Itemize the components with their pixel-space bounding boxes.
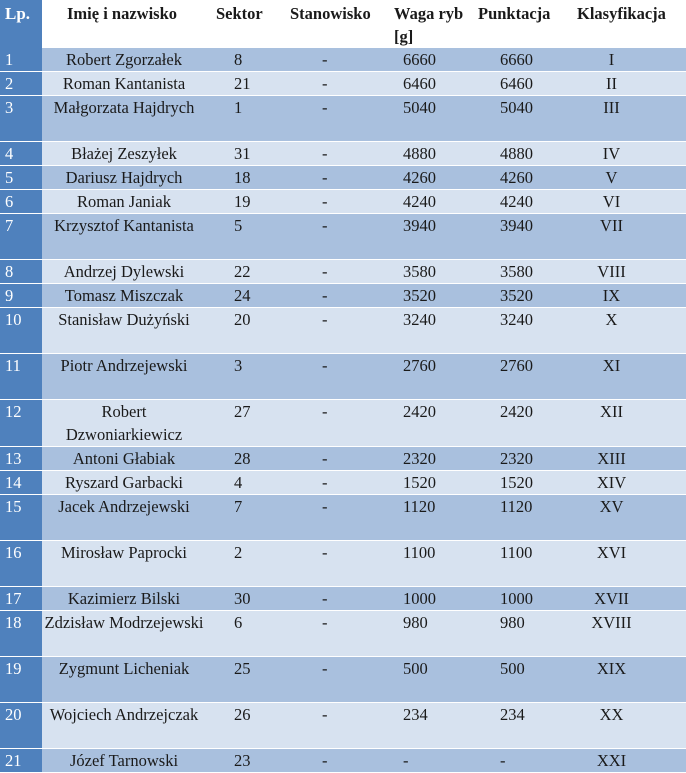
cell-name: Robert Dzwoniarkiewicz <box>42 400 212 447</box>
cell-name: Kazimierz Bilski <box>42 587 212 611</box>
cell-klasyfikacja: XX <box>573 703 686 749</box>
cell-waga: 500 <box>387 657 474 703</box>
cell-lp: 1 <box>0 48 42 72</box>
cell-klasyfikacja: XXI <box>573 749 686 773</box>
cell-sektor: 5 <box>212 214 278 260</box>
cell-waga: 1520 <box>387 471 474 495</box>
cell-klasyfikacja: IV <box>573 142 686 166</box>
cell-name: Jacek Andrzejewski <box>42 495 212 541</box>
cell-waga: 3520 <box>387 284 474 308</box>
cell-stanowisko: - <box>278 541 387 587</box>
cell-lp: 16 <box>0 541 42 587</box>
cell-sektor: 28 <box>212 447 278 471</box>
cell-punktacja: 4260 <box>474 166 573 190</box>
cell-klasyfikacja: II <box>573 72 686 96</box>
cell-stanowisko: - <box>278 72 387 96</box>
cell-lp: 18 <box>0 611 42 657</box>
cell-klasyfikacja: XVII <box>573 587 686 611</box>
cell-klasyfikacja: I <box>573 48 686 72</box>
table-row <box>0 48 686 72</box>
cell-sektor: 2 <box>212 541 278 587</box>
table-row <box>0 284 686 308</box>
cell-punktacja: 2320 <box>474 447 573 471</box>
header-punktacja: Punktacja <box>474 0 573 48</box>
cell-name: Tomasz Miszczak <box>42 284 212 308</box>
cell-punktacja: 3240 <box>474 308 573 354</box>
header-name: Imię i nazwisko <box>42 0 212 48</box>
header-row <box>0 0 686 48</box>
cell-klasyfikacja: X <box>573 308 686 354</box>
cell-sektor: 8 <box>212 48 278 72</box>
cell-waga: 4880 <box>387 142 474 166</box>
table-row <box>0 72 686 96</box>
cell-punktacja: 234 <box>474 703 573 749</box>
table-row <box>0 495 686 541</box>
cell-sektor: 6 <box>212 611 278 657</box>
cell-waga: 6660 <box>387 48 474 72</box>
cell-punktacja: 1100 <box>474 541 573 587</box>
cell-punktacja: 500 <box>474 657 573 703</box>
cell-stanowisko: - <box>278 657 387 703</box>
cell-punktacja: 980 <box>474 611 573 657</box>
cell-name: Krzysztof Kantanista <box>42 214 212 260</box>
table-row <box>0 214 686 260</box>
cell-name: Zygmunt Licheniak <box>42 657 212 703</box>
cell-waga: - <box>387 749 474 773</box>
cell-punktacja: - <box>474 749 573 773</box>
cell-waga: 3940 <box>387 214 474 260</box>
cell-punktacja: 2760 <box>474 354 573 400</box>
table-row <box>0 749 686 773</box>
cell-waga: 4240 <box>387 190 474 214</box>
table-row <box>0 657 686 703</box>
cell-klasyfikacja: VIII <box>573 260 686 284</box>
cell-stanowisko: - <box>278 96 387 142</box>
cell-name: Zdzisław Modrzejewski <box>42 611 212 657</box>
cell-lp: 5 <box>0 166 42 190</box>
header-sektor: Sektor <box>212 0 278 48</box>
cell-klasyfikacja: XIX <box>573 657 686 703</box>
cell-stanowisko: - <box>278 354 387 400</box>
cell-stanowisko: - <box>278 166 387 190</box>
cell-sektor: 7 <box>212 495 278 541</box>
table-row <box>0 260 686 284</box>
table-row <box>0 96 686 142</box>
header-waga: Waga ryb [g] <box>387 0 474 48</box>
cell-stanowisko: - <box>278 142 387 166</box>
cell-name: Andrzej Dylewski <box>42 260 212 284</box>
cell-lp: 7 <box>0 214 42 260</box>
cell-sektor: 27 <box>212 400 278 447</box>
cell-klasyfikacja: VII <box>573 214 686 260</box>
cell-punktacja: 6460 <box>474 72 573 96</box>
cell-sektor: 30 <box>212 587 278 611</box>
cell-punktacja: 4880 <box>474 142 573 166</box>
cell-name: Wojciech Andrzejczak <box>42 703 212 749</box>
table-row <box>0 587 686 611</box>
header-lp: Lp. <box>0 0 42 48</box>
cell-stanowisko: - <box>278 447 387 471</box>
cell-waga: 3240 <box>387 308 474 354</box>
cell-waga: 4260 <box>387 166 474 190</box>
cell-name: Roman Kantanista <box>42 72 212 96</box>
cell-lp: 13 <box>0 447 42 471</box>
header-klasyfikacja: Klasyfikacja <box>573 0 686 48</box>
cell-lp: 11 <box>0 354 42 400</box>
cell-punktacja: 1000 <box>474 587 573 611</box>
cell-lp: 20 <box>0 703 42 749</box>
cell-waga: 1000 <box>387 587 474 611</box>
cell-klasyfikacja: V <box>573 166 686 190</box>
cell-punktacja: 1520 <box>474 471 573 495</box>
cell-punktacja: 3940 <box>474 214 573 260</box>
cell-klasyfikacja: VI <box>573 190 686 214</box>
cell-waga: 2320 <box>387 447 474 471</box>
cell-lp: 19 <box>0 657 42 703</box>
cell-lp: 21 <box>0 749 42 773</box>
cell-name: Antoni Głabiak <box>42 447 212 471</box>
cell-sektor: 4 <box>212 471 278 495</box>
cell-name: Błażej Zeszyłek <box>42 142 212 166</box>
cell-klasyfikacja: XV <box>573 495 686 541</box>
cell-waga: 1120 <box>387 495 474 541</box>
cell-waga: 5040 <box>387 96 474 142</box>
cell-waga: 2760 <box>387 354 474 400</box>
cell-klasyfikacja: XVIII <box>573 611 686 657</box>
cell-klasyfikacja: IX <box>573 284 686 308</box>
cell-name: Robert Zgorzałek <box>42 48 212 72</box>
cell-name: Ryszard Garbacki <box>42 471 212 495</box>
cell-stanowisko: - <box>278 260 387 284</box>
cell-lp: 2 <box>0 72 42 96</box>
cell-lp: 12 <box>0 400 42 447</box>
cell-stanowisko: - <box>278 495 387 541</box>
cell-klasyfikacja: XIII <box>573 447 686 471</box>
cell-waga: 6460 <box>387 72 474 96</box>
table-row <box>0 166 686 190</box>
cell-lp: 3 <box>0 96 42 142</box>
cell-sektor: 19 <box>212 190 278 214</box>
cell-sektor: 21 <box>212 72 278 96</box>
cell-name: Piotr Andrzejewski <box>42 354 212 400</box>
cell-sektor: 25 <box>212 657 278 703</box>
cell-lp: 4 <box>0 142 42 166</box>
table-row <box>0 400 686 447</box>
cell-sektor: 20 <box>212 308 278 354</box>
cell-waga: 980 <box>387 611 474 657</box>
cell-stanowisko: - <box>278 749 387 773</box>
cell-name: Stanisław Dużyński <box>42 308 212 354</box>
cell-sektor: 26 <box>212 703 278 749</box>
cell-stanowisko: - <box>278 611 387 657</box>
cell-sektor: 31 <box>212 142 278 166</box>
cell-stanowisko: - <box>278 587 387 611</box>
cell-sektor: 23 <box>212 749 278 773</box>
cell-lp: 10 <box>0 308 42 354</box>
cell-stanowisko: - <box>278 214 387 260</box>
cell-name: Roman Janiak <box>42 190 212 214</box>
cell-lp: 15 <box>0 495 42 541</box>
cell-punktacja: 1120 <box>474 495 573 541</box>
cell-sektor: 24 <box>212 284 278 308</box>
cell-sektor: 22 <box>212 260 278 284</box>
cell-stanowisko: - <box>278 48 387 72</box>
cell-lp: 14 <box>0 471 42 495</box>
cell-klasyfikacja: XIV <box>573 471 686 495</box>
cell-klasyfikacja: XVI <box>573 541 686 587</box>
table-row <box>0 308 686 354</box>
cell-lp: 8 <box>0 260 42 284</box>
cell-sektor: 18 <box>212 166 278 190</box>
cell-stanowisko: - <box>278 190 387 214</box>
table-row <box>0 190 686 214</box>
cell-waga: 3580 <box>387 260 474 284</box>
cell-lp: 6 <box>0 190 42 214</box>
cell-lp: 9 <box>0 284 42 308</box>
cell-punktacja: 2420 <box>474 400 573 447</box>
cell-punktacja: 3520 <box>474 284 573 308</box>
cell-name: Józef Tarnowski <box>42 749 212 773</box>
cell-stanowisko: - <box>278 400 387 447</box>
cell-punktacja: 6660 <box>474 48 573 72</box>
cell-klasyfikacja: XII <box>573 400 686 447</box>
table-row <box>0 354 686 400</box>
cell-stanowisko: - <box>278 308 387 354</box>
cell-punktacja: 3580 <box>474 260 573 284</box>
table-row <box>0 142 686 166</box>
cell-name: Dariusz Hajdrych <box>42 166 212 190</box>
cell-waga: 2420 <box>387 400 474 447</box>
cell-stanowisko: - <box>278 703 387 749</box>
cell-punktacja: 4240 <box>474 190 573 214</box>
table-row <box>0 703 686 749</box>
cell-waga: 234 <box>387 703 474 749</box>
cell-lp: 17 <box>0 587 42 611</box>
table-row <box>0 611 686 657</box>
cell-name: Małgorzata Hajdrych <box>42 96 212 142</box>
cell-stanowisko: - <box>278 284 387 308</box>
cell-punktacja: 5040 <box>474 96 573 142</box>
cell-waga: 1100 <box>387 541 474 587</box>
cell-stanowisko: - <box>278 471 387 495</box>
table-row <box>0 447 686 471</box>
cell-klasyfikacja: III <box>573 96 686 142</box>
cell-sektor: 1 <box>212 96 278 142</box>
table-row <box>0 471 686 495</box>
table-row <box>0 541 686 587</box>
cell-klasyfikacja: XI <box>573 354 686 400</box>
header-stanowisko: Stanowisko <box>278 0 387 48</box>
cell-name: Mirosław Paprocki <box>42 541 212 587</box>
cell-sektor: 3 <box>212 354 278 400</box>
